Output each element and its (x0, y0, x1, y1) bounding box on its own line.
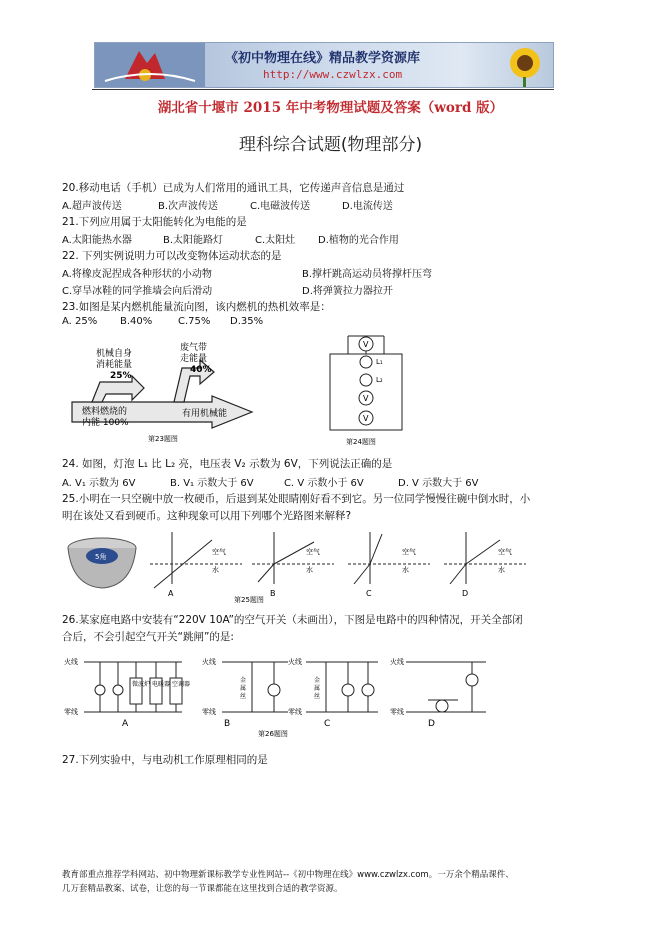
sunflower-icon (483, 43, 553, 87)
svg-text:零线: 零线 (390, 708, 404, 716)
household-circuit-figure (62, 650, 522, 746)
mech-loss-value: 25% (110, 371, 132, 381)
exhaust-label: 废气带 (180, 343, 208, 353)
fig25-caption: 第25题图 (234, 596, 264, 604)
q20-option-a: A.超声波传送 (62, 201, 122, 212)
svg-text:电暖器: 电暖器 (152, 681, 171, 688)
svg-text:水: 水 (498, 566, 505, 574)
svg-text:5角: 5角 (95, 553, 107, 561)
svg-text:水: 水 (402, 566, 409, 574)
svg-text:A: A (168, 589, 174, 598)
light-path-figure (62, 526, 602, 604)
svg-text:火线: 火线 (202, 658, 216, 666)
q20-option-c: C.电磁波传送 (250, 201, 311, 212)
svg-text:C: C (324, 719, 331, 729)
svg-text:L₂: L₂ (376, 376, 383, 384)
fig24-caption: 第24题图 (346, 438, 376, 446)
q20-stem: 20.移动电话（手机）已成为人们常用的通讯工具，它传递声音信息是通过 (62, 182, 405, 194)
q23-stem: 23.如图是某内燃机能量流向图，该内燃机的热机效率是： (62, 301, 331, 313)
q23-option-a: A. 25% (62, 316, 98, 327)
mech-loss-label-2: 消耗能量 (96, 360, 133, 370)
svg-text:水: 水 (306, 566, 313, 574)
svg-text:水: 水 (212, 566, 219, 574)
site-banner (94, 42, 554, 88)
svg-text:火线: 火线 (390, 658, 404, 666)
q23-option-b: B.40% (120, 316, 153, 327)
fuel-value: 内能 100% (82, 418, 129, 428)
exhaust-value: 40% (190, 365, 212, 375)
svg-text:L₁: L₁ (376, 358, 383, 366)
svg-text:火线: 火线 (288, 658, 302, 666)
q24-option-a: A. V₁ 示数为 6V (62, 478, 136, 489)
svg-text:属: 属 (240, 685, 247, 692)
svg-text:空气: 空气 (498, 548, 512, 556)
svg-text:零线: 零线 (288, 708, 302, 716)
svg-text:空调器: 空调器 (172, 681, 191, 688)
q22-option-b: B.撑杆跳高运动员将撑杆压弯 (302, 269, 433, 280)
q22-option-d: D.将弹簧拉力器拉开 (302, 286, 393, 297)
mech-loss-label: 机械自身 (96, 349, 133, 359)
q21-option-d: D.植物的光合作用 (318, 235, 399, 246)
energy-flow-figure (62, 334, 272, 446)
lamp-l2-icon (360, 374, 372, 386)
svg-text:属: 属 (314, 685, 321, 692)
q25-stem-line2: 明在该处又看到硬币。这种现象可以用下列哪个光路图来解释? (62, 510, 352, 522)
svg-text:V: V (363, 340, 369, 349)
q20-option-b: B.次声波传送 (158, 201, 219, 212)
footer-line-1: 教育部重点推荐学科网站、初中物理新课标教学专业性网站--《初中物理在线》www.czwlzx.com。一万余个精品课件、 (62, 870, 514, 880)
svg-text:空气: 空气 (402, 548, 416, 556)
voltmeter-circuit-figure (318, 330, 412, 448)
q22-stem: 22. 下列实例说明力可以改变物体运动状态的是 (62, 250, 282, 262)
q23-option-c: C.75% (178, 316, 211, 327)
q21-stem: 21.下列应用属于太阳能转化为电能的是 (62, 216, 247, 228)
svg-text:丝: 丝 (240, 693, 247, 700)
lamp-l1-icon (360, 356, 372, 368)
q24-stem: 24. 如图，灯泡 L₁ 比 L₂ 亮，电压表 V₂ 示数为 6V，下列说法正确的是 (62, 458, 393, 470)
fig23-caption: 第23题图 (148, 435, 178, 443)
svg-text:金: 金 (240, 677, 247, 684)
q21-option-c: C.太阳灶 (255, 235, 296, 246)
svg-text:D: D (428, 719, 435, 729)
svg-text:V: V (363, 414, 369, 423)
q26-stem-line2: 合后，不会引起空气开关“跳闸”的是: (62, 631, 234, 643)
svg-text:B: B (224, 719, 231, 729)
bowl-image (68, 538, 136, 588)
useful-energy-label: 有用机械能 (182, 409, 228, 419)
q24-option-d: D. V 示数大于 6V (398, 478, 479, 489)
q20-option-d: D.电流传送 (342, 201, 393, 212)
q23-option-d: D.35% (230, 316, 264, 327)
svg-text:V: V (363, 394, 369, 403)
q26-stem-line1: 26.某家庭电路中安装有“220V 10A”的空气开关（未画出），下图是电路中的四种情况，开关全部闭 (62, 614, 523, 626)
page-subtitle: 理科综合试题(物理部分) (238, 135, 423, 155)
svg-text:空气: 空气 (306, 548, 320, 556)
q22-option-a: A.将橡皮泥捏成各种形状的小动物 (62, 269, 212, 280)
q22-option-c: C.穿旱冰鞋的同学推墙会向后滑动 (62, 286, 213, 297)
svg-text:C: C (366, 589, 372, 598)
exhaust-label-2: 走能量 (180, 354, 208, 364)
svg-text:零线: 零线 (64, 708, 78, 716)
banner-title: 《初中物理在线》精品教学资源库 (225, 51, 421, 66)
svg-text:微波炉: 微波炉 (132, 681, 151, 688)
header-divider (92, 89, 554, 90)
q25-stem-line1: 25.小明在一只空碗中放一枚硬币，后退到某处眼睛刚好看不到它。另一位同学慢慢往碗中倒水时，小 (62, 493, 531, 505)
banner-logo (95, 43, 205, 87)
svg-text:金: 金 (314, 677, 321, 684)
fig26-caption: 第26题图 (258, 730, 288, 738)
fuel-label: 燃料燃烧的 (82, 407, 128, 417)
q27-stem: 27.下列实验中，与电动机工作原理相同的是 (62, 754, 268, 766)
svg-text:丝: 丝 (314, 693, 321, 700)
q24-option-b: B. V₁ 示数大于 6V (170, 478, 254, 489)
banner-url[interactable]: http://www.czwlzx.com (263, 68, 403, 81)
svg-text:零线: 零线 (202, 708, 216, 716)
q21-option-b: B.太阳能路灯 (163, 235, 224, 246)
footer-line-2: 几万套精品教案、试卷，让您的每一节课都能在这里找到合适的教学资源。 (62, 884, 343, 894)
svg-text:空气: 空气 (212, 548, 226, 556)
svg-text:D: D (462, 589, 469, 598)
svg-text:B: B (270, 589, 276, 598)
page-title: 湖北省十堰市 2015 年中考物理试题及答案（word 版） (157, 100, 504, 116)
q24-option-c: C. V 示数小于 6V (284, 478, 364, 489)
svg-text:A: A (122, 719, 129, 729)
q21-option-a: A.太阳能热水器 (62, 235, 132, 246)
svg-text:火线: 火线 (64, 658, 78, 666)
